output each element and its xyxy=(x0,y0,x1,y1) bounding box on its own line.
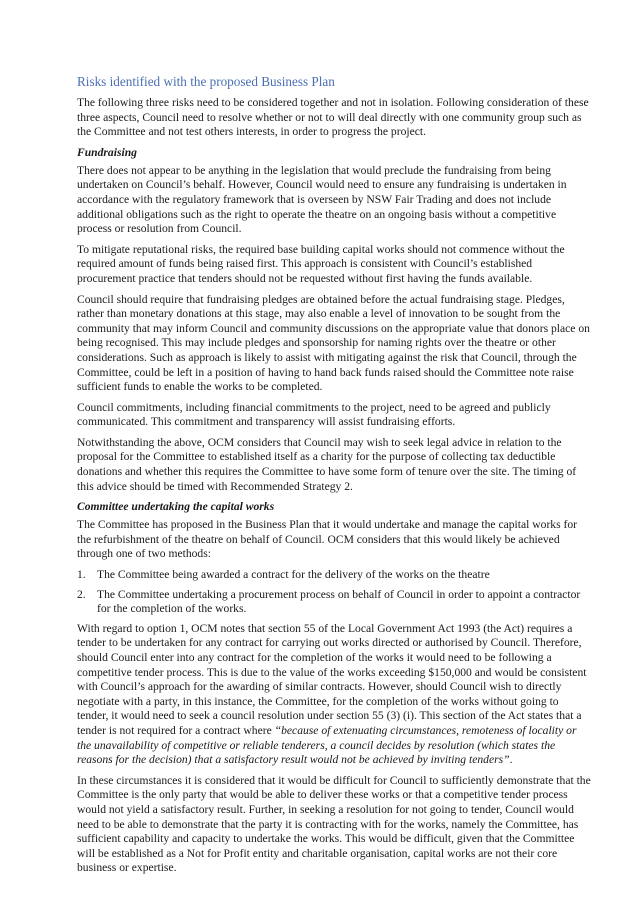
fundraising-paragraph-3: Council should require that fundraising pledges are obtained before the actual fundraising stage. Pledges, rather than monetary donations at this stage, may also enable a level of innovation to be sought from the community that may inform Council and community discussions on the appropriate value that donors place on being recognised. This may include pledges and sponsorship for naming rights over the theatre or other considerations. Such as approach is likely to assist with mitigating against the risk that Council, through the Committee, could be left in a position of having to hand back funds raised should the Committee note raise sufficient funds to enable the works to be completed. xyxy=(77,292,590,394)
methods-list xyxy=(77,568,591,617)
fundraising-paragraph-1: There does not appear to be anything in the legislation that would preclude the fundraising from being undertaken on Council’s behalf. However, Council would need to ensure any fundraising is undertaken in accordance with the regulatory framework that is overseen by NSW Fair Trading and does not include additional obligations such as the right to operate the theatre on an ongoing basis without a competitive process or resolution from Council. xyxy=(77,163,567,236)
section-heading: Risks identified with the proposed Business Plan xyxy=(77,74,335,89)
fundraising-paragraph-4: Council commitments, including financial commitments to the project, need to be agreed and publicly communicated. This commitment and transparency will assist fundraising efforts. xyxy=(77,400,551,429)
list-item-number: 2. xyxy=(77,587,86,601)
list-item xyxy=(77,588,591,617)
paragraph-text: With regard to option 1, OCM notes that section 55 of the Local Government Act 1993 (the Act) requires a tender to be undertaken for any contract for carrying out works directed or authorised by Council. Therefore, should Council enter into any contract for the completion of the works it would need to be following a competitive tender process. This is due to the value of the works exceeding $150,000 and would be consistent with Council’s approach for the awarding of similar contracts. However, should Council wish to directly negotiate with a party, in this instance, the Committee, for the completion of the works without going to tender, it would need to seek a council resolution under section 55 (3) (i). This section of the Act states that a tender is not required for a contract where xyxy=(77,621,587,737)
document-page xyxy=(77,74,591,882)
list-item xyxy=(77,568,591,583)
capital-works-paragraph-3: In these circumstances it is considered that it would be difficult for Council to sufficiently demonstrate that the Committee is the only party that would be able to deliver these works or that a competitive tender process would not yield a satisfactory result. Further, in seeking a resolution for not going to tender, Council would need to be able to demonstrate that the party it is contracting with for the works, namely the Committee, has sufficient capability and capacity to undertake the works. This would be difficult, given that the Committee will be established as a Not for Profit entity and charitable organisation, capital works are not their core business or expertise. xyxy=(77,773,591,875)
act-quote: “because of extenuating circumstances, remoteness of locality or the unavailability of competitive or reliable tenderers, a council decides by resolution (which states the reasons for the decision) that a satisfactory result would not be achieved by inviting tenders” xyxy=(77,723,577,767)
capital-works-subheading: Committee undertaking the capital works xyxy=(77,500,275,514)
capital-works-paragraph-2 xyxy=(77,622,591,768)
paragraph-end: . xyxy=(509,753,513,767)
fundraising-subheading: Fundraising xyxy=(77,145,137,159)
list-item-number: 1. xyxy=(77,568,86,582)
intro-paragraph: The following three risks need to be considered together and not in isolation. Following consideration of these three aspects, Council need to resolve whether or not to will deal directly with one community group such as the Committee and not test others interests, in order to progress the project. xyxy=(77,96,589,139)
capital-works-paragraph-1: The Committee has proposed in the Business Plan that it would undertake and manage the capital works for the refurbishment of the theatre on behalf of Council. OCM considers that this would likely be achieved through one of two methods: xyxy=(77,518,578,561)
list-item-text: The Committee undertaking a procurement process on behalf of Council in order to appoint a contractor for the completion of the works. xyxy=(97,587,581,616)
list-item-text: The Committee being awarded a contract for the delivery of the works on the theatre xyxy=(97,568,490,582)
fundraising-paragraph-5: Notwithstanding the above, OCM considers that Council may wish to seek legal advice in relation to the proposal for the Committee to established itself as a charity for the purpose of collecting tax deductible donations and whether this requires the Committee to have some form of tenure over the site. The timing of this advice should be timed with Recommended Strategy 2. xyxy=(77,435,577,493)
fundraising-paragraph-2: To mitigate reputational risks, the required base building capital works should not commence without the required amount of funds being raised first. This approach is consistent with Council’s established procurement practice that tenders should not be requested without first having the funds available. xyxy=(77,242,565,285)
